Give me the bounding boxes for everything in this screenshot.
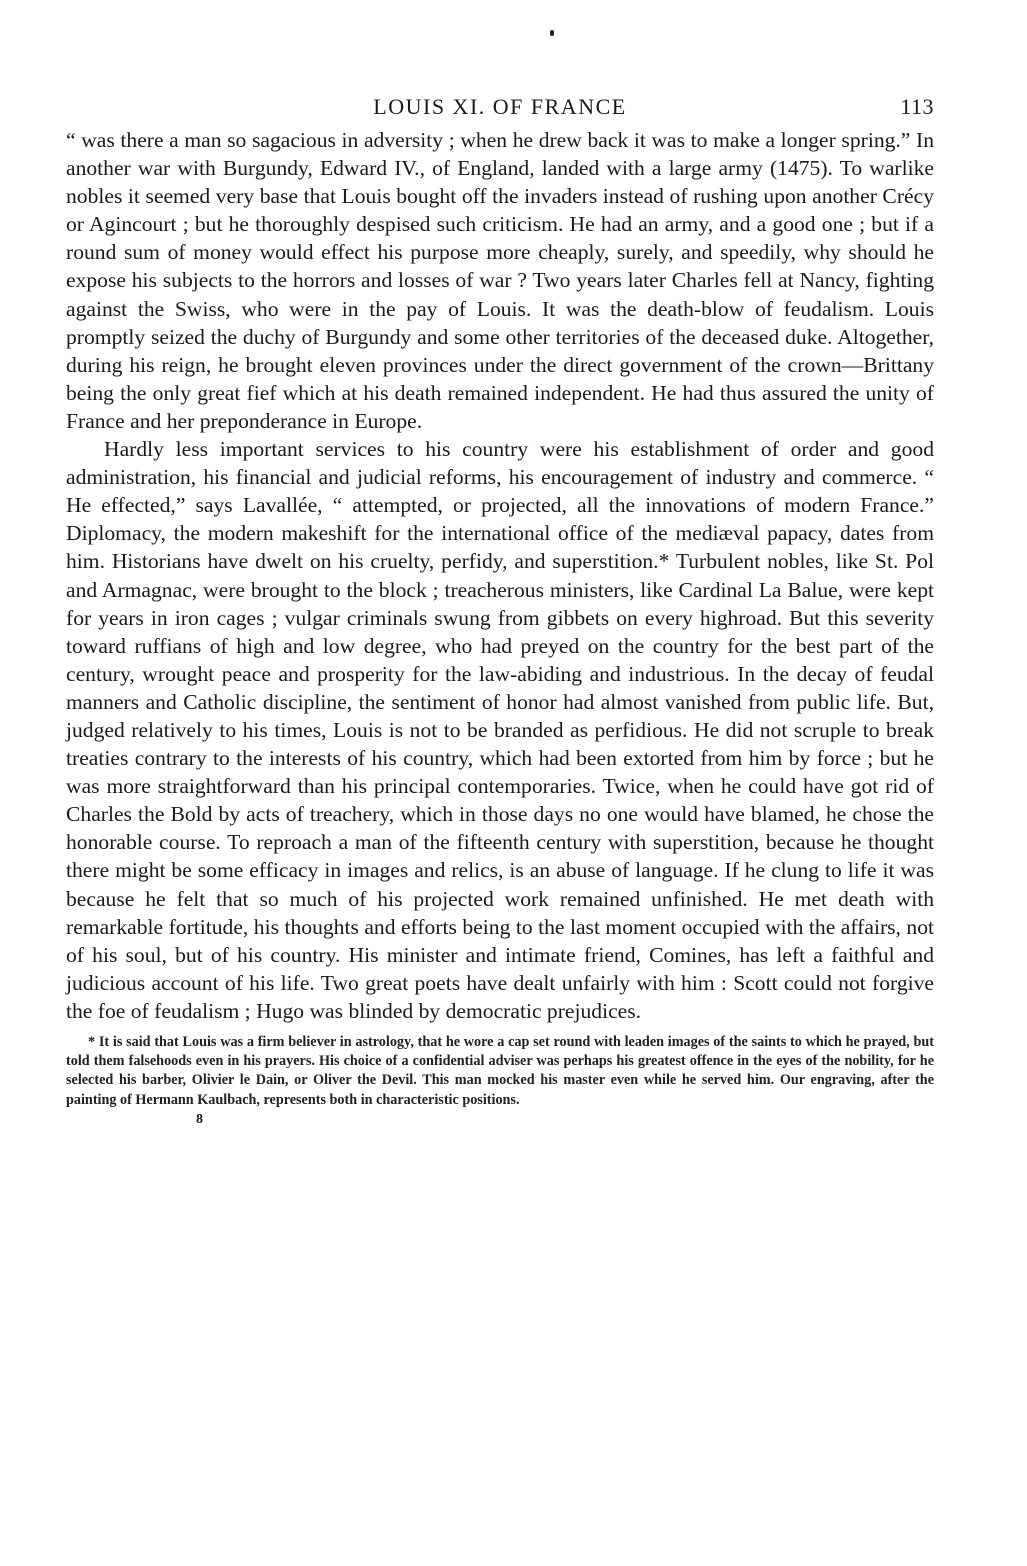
footnote-text: * It is said that Louis was a firm believer in astrology, that he wore a cap set round with leaden images of the saints to which he prayed, but told them falsehoods even in his prayers. His choice of a confidential adviser was perhaps his greatest offence in the eyes of the nobility, for he selected his barber, Olivier le Dain, or Oliver the Devil. This man mocked his master even while he served him. Our engraving, after the painting of Hermann Kaulbach, represents both in characteristic positions. [66, 1034, 934, 1108]
book-page [66, 90, 934, 1128]
paragraph-2: Hardly less important services to his country were his establishment of order and good administration, his financial and judicial reforms, his encouragement of industry and commerce. “ He effected,” says Lavallée, “ attempted, or projected, all the innovations of modern France.” Diplomacy, the modern makeshift for the international office of the mediæval papacy, dates from him. Historians have dwelt on his cruelty, perfidy, and superstition.* Turbulent nobles, like St. Pol and Armagnac, were brought to the block ; treacherous ministers, like Cardinal La Balue, were kept for years in iron cages ; vulgar criminals swung from gibbets on every highroad. But this severity toward ruffians of high and low degree, who had preyed on the country for the best part of the century, wrought peace and prosperity for the law-abiding and industrious. In the decay of feudal manners and Catholic discipline, the sentiment of honor had almost vanished from public life. But, judged relatively to his times, Louis is not to be branded as perfidious. He did not scruple to break treaties contrary to the interests of his country, which had been extorted from him by force ; but he was more straightforward than his principal contemporaries. Twice, when he could have got rid of Charles the Bold by acts of treachery, which in those days no one would have blamed, he chose the honorable course. To reproach a man of the fifteenth century with superstition, because he thought there might be some efficacy in images and relics, is an abuse of language. If he clung to life it was because he felt that so much of his projected work remained unfinished. He met death with remarkable fortitude, his thoughts and efforts being to the last moment occupied with the affairs, not of his soul, but of his country. His minister and intimate friend, Comines, has left a faithful and judicious account of his life. Two great poets have dealt unfairly with him : Scott could not forgive the foe of feudalism ; Hugo was blinded by democratic prejudices. [66, 437, 934, 1023]
page-number: 113 [900, 94, 934, 119]
running-title: LOUIS XI. OF FRANCE [373, 94, 627, 119]
footnote [66, 1033, 934, 1110]
paragraph-1: “ was there a man so sagacious in adversity ; when he drew back it was to make a longer spring.” In another war with Burgundy, Edward IV., of England, landed with a large army (1475). To warlike nobles it seemed very base that Louis bought off the invaders instead of rushing upon another Crécy or Agincourt ; but he thoroughly despised such criticism. He had an army, and a good one ; but if a round sum of money would effect his purpose more cheaply, surely, and speedily, why should he expose his subjects to the horrors and losses of war ? Two years later Charles fell at Nancy, fighting against the Swiss, who were in the pay of Louis. It was the death-blow of feudalism. Louis promptly seized the duchy of Burgundy and some other territories of the deceased duke. Altogether, during his reign, he brought eleven provinces under the direct government of the crown—Brittany being the only great fief which at his death remained independent. He had thus assured the unity of France and her preponderance in Europe. [66, 128, 934, 433]
running-head [66, 90, 934, 126]
body-text [66, 126, 934, 1025]
signature-mark: 8 [196, 1111, 203, 1127]
ink-speck [550, 30, 554, 36]
